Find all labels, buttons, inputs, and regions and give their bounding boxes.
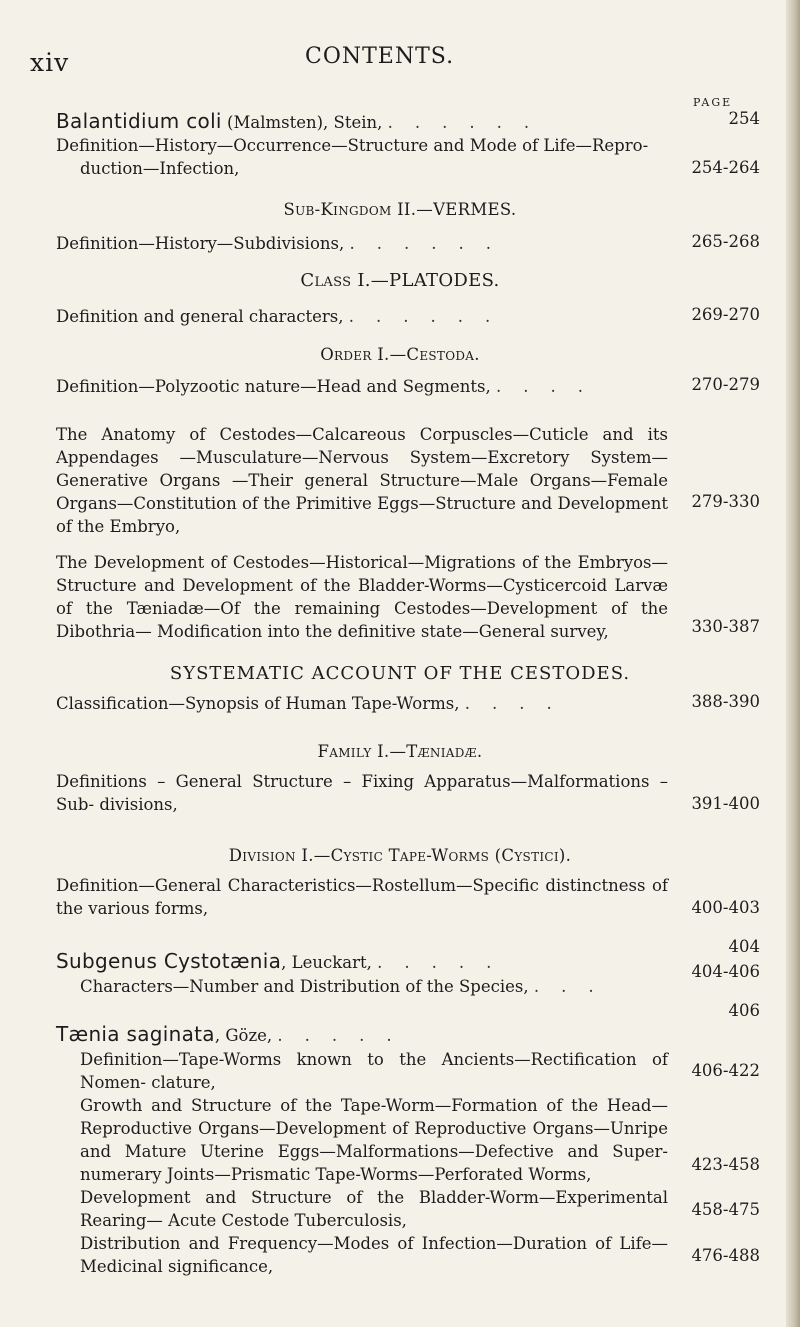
entry-pages: 391-400 xyxy=(691,794,760,813)
entry-pages: 400-403 xyxy=(691,898,760,917)
entry-label: The Development of Cestodes—Historical—Migrations of the Embryos— Structure and Development of the Bladder-Worms—Cysticercoid Larvæ of the Tæniadæ—Of the remaining Cestodes—Development of the Dibothria— Modification into the definitive state—General survey, xyxy=(56,553,668,641)
toc-entry-anatomy xyxy=(56,423,668,538)
running-head: CONTENTS. xyxy=(305,44,455,69)
leader-dots: ...... xyxy=(349,234,513,253)
entry-pages: 458-475 xyxy=(691,1200,760,1219)
section-heading-division xyxy=(0,846,800,865)
toc-entry-taenia-def xyxy=(80,1048,668,1094)
entry-label: Definition—Polyzootic nature—Head and Segments, xyxy=(56,377,491,396)
toc-entry-cestoda-def xyxy=(56,375,668,398)
toc-entry-subgenus-char xyxy=(80,975,668,998)
toc-entry-subgenus xyxy=(56,950,668,974)
toc-entry-development xyxy=(56,551,668,643)
leader-dots: ... xyxy=(533,977,616,996)
entry-pages: 423-458 xyxy=(691,1155,760,1174)
section-heading-family xyxy=(0,742,800,761)
entry-pages: 270-279 xyxy=(691,375,760,394)
entry-pages: 406 xyxy=(728,1001,760,1020)
toc-entry-growth xyxy=(80,1094,668,1186)
leader-dots: ...... xyxy=(348,307,513,326)
leader-dots: .... xyxy=(464,694,574,713)
entry-pages: 406-422 xyxy=(691,1061,760,1080)
entry-pages: 254 xyxy=(728,109,760,128)
heading-text: Division I.—Cystic Tape-Worms (Cystici). xyxy=(228,846,572,865)
entry-label: Definition and general characters, xyxy=(56,307,344,326)
entry-pages: 404-406 xyxy=(691,962,760,981)
entry-label: Definition—History—Subdivisions, xyxy=(56,234,345,253)
toc-entry-distribution xyxy=(80,1232,668,1278)
entry-label: Definition—Tape-Worms known to the Ancients—Rectification of Nomen- clature, xyxy=(80,1050,668,1092)
heading-text: SYSTEMATIC ACCOUNT OF THE CESTODES. xyxy=(169,663,631,684)
entry-pages: 476-488 xyxy=(691,1246,760,1265)
entry-genus: Balantidium coli xyxy=(56,109,222,133)
entry-pages: 330-387 xyxy=(691,617,760,636)
toc-entry-balantidium-def xyxy=(56,134,668,180)
entry-label: Classification—Synopsis of Human Tape-Worms, xyxy=(56,694,460,713)
toc-entry-taenia xyxy=(56,1023,668,1047)
entry-pages: 388-390 xyxy=(691,692,760,711)
entry-label: Development and Structure of the Bladder-Worm—Experimental Rearing— Acute Cestode Tuberculosis, xyxy=(80,1188,668,1230)
entry-label: , Göze, xyxy=(214,1026,273,1045)
entry-pages: 254-264 xyxy=(691,158,760,177)
heading-text: Class I.—PLATODES. xyxy=(300,270,500,291)
entry-pages: 404 xyxy=(728,937,760,956)
entry-label: (Malmsten), Stein, xyxy=(221,113,383,132)
toc-entry-vermes-def xyxy=(56,232,668,255)
section-heading-systematic xyxy=(0,663,800,684)
section-heading-vermes xyxy=(0,200,800,219)
toc-entry-balantidium xyxy=(56,110,668,134)
entry-label: , Leuckart, xyxy=(281,953,372,972)
leader-dots: ...... xyxy=(387,113,552,132)
toc-entry-classification xyxy=(56,692,668,715)
entry-genus: Tænia saginata xyxy=(56,1022,215,1046)
toc-entry-division-def xyxy=(56,874,668,920)
entry-label: Distribution and Frequency—Modes of Infection—Duration of Life— Medicinal significance, xyxy=(80,1234,668,1276)
leader-dots: .... xyxy=(496,377,605,396)
page-number: xiv xyxy=(30,48,70,77)
heading-text: Order I.—Cestoda. xyxy=(320,345,480,364)
entry-label: Characters—Number and Distribution of the Species, xyxy=(80,977,529,996)
leader-dots: ..... xyxy=(277,1026,414,1045)
leader-dots: ..... xyxy=(377,953,514,972)
toc-entry-family-def xyxy=(56,770,668,816)
toc-entry-bladder xyxy=(80,1186,668,1232)
entry-pages: 279-330 xyxy=(691,492,760,511)
entry-genus: Subgenus Cystotænia xyxy=(56,949,282,973)
entry-pages: 269-270 xyxy=(691,305,760,324)
section-heading-platodes xyxy=(0,270,800,291)
entry-label: The Anatomy of Cestodes—Calcareous Corpuscles—Cuticle and its Appendages —Musculature—Nervous System—Excretory System—Generative Organs —Their general Structure—Male Organs—Female Organs—Constitution of the Primitive Eggs—Structure and Development of the Embryo, xyxy=(56,425,668,536)
entry-label: Definition—History—Occurrence—Structure and Mode of Life—Repro- duction—Infection, xyxy=(56,136,649,178)
heading-text: Family I.—Tæniadæ. xyxy=(317,742,483,761)
entry-label: Definition—General Characteristics—Rostellum—Specific distinctness of the various forms, xyxy=(56,876,668,918)
entry-label: Growth and Structure of the Tape-Worm—Formation of the Head— Reproductive Organs—Development of Reproductive Organs—Unripe and Mature Uterine Eggs—Malformations—Defective and Super- numerary Joints—Prismatic Tape-Worms—Perforated Worms, xyxy=(80,1096,668,1184)
section-heading-cestoda xyxy=(0,345,800,364)
page-column-label: PAGE xyxy=(693,96,733,109)
heading-text: Sub-Kingdom II.—VERMES. xyxy=(283,200,517,219)
entry-label: Definitions – General Structure – Fixing Apparatus—Malformations – Sub- divisions, xyxy=(56,772,668,814)
toc-entry-platodes-def xyxy=(56,305,668,328)
entry-pages: 265-268 xyxy=(691,232,760,251)
